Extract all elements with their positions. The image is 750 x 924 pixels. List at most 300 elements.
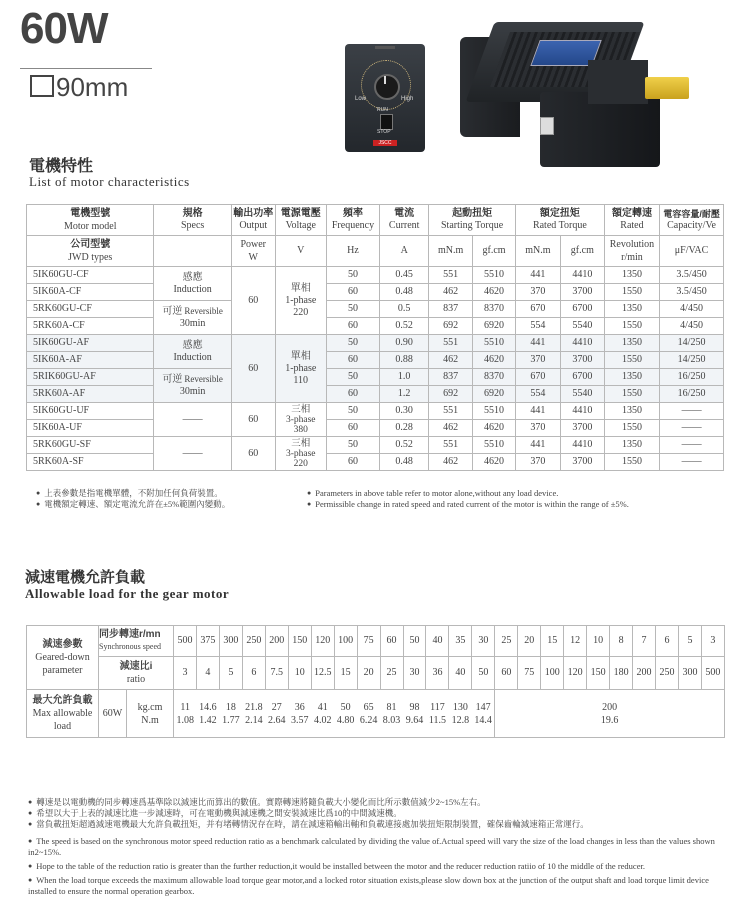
sync-speed-cell: 40	[426, 626, 449, 657]
sync-speed-cell: 300	[219, 626, 242, 657]
spec-row	[27, 403, 724, 420]
notes1-zh	[36, 488, 306, 510]
ratio-cell: 200	[633, 657, 656, 690]
spec-value: 370	[515, 284, 560, 301]
section2-title-zh: 減速電機允許負載	[25, 569, 146, 586]
square-icon	[30, 75, 54, 97]
col-start-zh: 起動扭矩	[452, 208, 493, 219]
spec-zh-inline: 可逆	[162, 306, 183, 317]
load-w: 60W	[99, 690, 127, 738]
col-output-unit: W	[248, 252, 258, 263]
note2-en-1: ● Hope to the table of the reduction ratio is greater than the further reduction,it would be installed between the motor and the reducer reduction ratiio of 10 the middle of the reducer.	[28, 861, 728, 872]
spec-value: 1550	[604, 386, 659, 403]
spec-cell	[154, 267, 231, 301]
load-unit-kg: kg.cm	[137, 701, 163, 713]
max-load-nm: 2.64	[268, 714, 286, 726]
max-load-kg: 11	[180, 701, 191, 713]
spec-value: 50	[326, 403, 379, 420]
ratio-cell: 36	[426, 657, 449, 690]
spec-value: ——	[660, 454, 724, 471]
col-output-zh: 輸出功率	[233, 208, 274, 219]
col-output-en2: Power	[240, 239, 266, 250]
spec-row	[27, 318, 724, 335]
sync-speed-cell: 250	[242, 626, 265, 657]
ratio-cell: 300	[678, 657, 701, 690]
col-capacity-zh: 電容容量/耐壓	[663, 209, 720, 219]
output-cell: 60	[231, 437, 275, 471]
spec-value: 14/250	[660, 352, 724, 369]
max-load-cell	[219, 690, 242, 738]
spec-value: 50	[326, 437, 379, 454]
section2-title-en: Allowable load for the gear motor	[25, 586, 230, 601]
spec-en2: 30min	[179, 318, 206, 329]
spec-value: 6920	[473, 386, 516, 403]
max-load-rest	[495, 690, 725, 738]
max-load-nm: 1.42	[199, 714, 217, 726]
col-rated-torque-en: Rated Torque	[532, 220, 587, 231]
note2-en-2: ● When the load torque exceeds the maximum allowable load torque gear motor,and a locked rotor situation exists,please slow down box at the junction of the output shaft and load torque limit device installed to ensure the normal operation gearbox.	[28, 875, 728, 897]
spec-value: 551	[429, 437, 473, 454]
max-load-nm: 11.5	[428, 714, 447, 726]
spec-row	[27, 352, 724, 369]
col-company-zh: 公司型號	[70, 239, 111, 250]
ratio-cell: 6	[242, 657, 265, 690]
spec-cell	[154, 301, 231, 335]
spec-value: 5510	[473, 403, 516, 420]
spec-value: 5510	[473, 437, 516, 454]
voltage-zh: 三相	[291, 403, 311, 415]
note1-en-1: ● Permissible change in rated speed and rated current of the motor is within the range of ±5%.	[307, 499, 727, 510]
spec-value: 3700	[560, 284, 604, 301]
max-load-kg: 18	[225, 701, 236, 713]
max-load-kg: 21.8	[245, 701, 263, 713]
spec-row	[27, 386, 724, 403]
max-load-kg: 130	[452, 701, 468, 713]
spec-value: 4620	[473, 284, 516, 301]
spec-value: 60	[326, 454, 379, 471]
model-cell: 5IK60A-AF	[27, 352, 154, 369]
voltage-en: 1-phase	[285, 294, 317, 306]
spec-value: 1.2	[380, 386, 429, 403]
max-load-cell	[426, 690, 449, 738]
spec-value: 551	[429, 267, 473, 284]
max-load-nm: 1.77	[222, 714, 240, 726]
load-unit-nm: N.m	[141, 714, 159, 726]
model-cell: 5RK60A-AF	[27, 386, 154, 403]
max-load-nm: 4.02	[313, 714, 332, 726]
spec-value: 370	[515, 420, 560, 437]
col-current-zh: 電流	[394, 208, 415, 219]
model-cell: 5RK60A-CF	[27, 318, 154, 335]
model-cell: 5RIK60GU-AF	[27, 369, 154, 386]
load-ratio-zh: 減速比i	[119, 661, 153, 672]
spec-cell	[154, 335, 231, 369]
spec-value: 3.5/450	[660, 284, 724, 301]
load-max-en: Max allowable load	[32, 708, 93, 732]
max-load-cell	[380, 690, 403, 738]
spec-value: 50	[326, 335, 379, 352]
spec-zh-inline: 可逆	[162, 374, 183, 385]
sync-speed-cell: 6	[656, 626, 679, 657]
spec-value: 14/250	[660, 335, 724, 352]
spec-value: 0.90	[380, 335, 429, 352]
spec-cell: ——	[154, 437, 231, 471]
spec-row	[27, 284, 724, 301]
spec-value: 16/250	[660, 386, 724, 403]
note2-zh-2: ● 當負載扭矩超過減速電機最大允許負載扭矩，并有堵轉情況存在時，請在減速箱輸出軸和負載連接處加裝扭矩限制裝置，確保齒輪減速箱正常運行。	[28, 819, 728, 830]
ratio-cell: 25	[380, 657, 403, 690]
spec-value: 441	[515, 437, 560, 454]
spec-value: 60	[326, 352, 379, 369]
spec-value: 4410	[560, 267, 604, 284]
sync-speed-cell: 30	[472, 626, 495, 657]
spec-value: 670	[515, 369, 560, 386]
spec-row	[27, 301, 724, 318]
max-load-cell	[265, 690, 288, 738]
col-start-en: Starting Torque	[441, 220, 504, 231]
ratio-cell: 30	[403, 657, 426, 690]
spec-value: 0.88	[380, 352, 429, 369]
spec-value: 462	[429, 420, 473, 437]
ratio-cell: 5	[219, 657, 242, 690]
spec-value: 50	[326, 301, 379, 318]
col-voltage-en: Voltage	[285, 220, 316, 231]
col-specs-zh: 規格	[182, 208, 203, 219]
spec-value: 462	[429, 454, 473, 471]
col-start-u2: gf.cm	[473, 236, 516, 267]
max-load-nm: 12.8	[451, 714, 470, 726]
max-load-cell	[311, 690, 334, 738]
spec-value: 1350	[604, 301, 659, 318]
col-capacity-en: Capacity/Ve	[667, 220, 716, 231]
spec-cell	[154, 369, 231, 403]
spec-value: 0.30	[380, 403, 429, 420]
model-cell: 5IK60GU-CF	[27, 267, 154, 284]
spec-value: 4410	[560, 335, 604, 352]
power-title: 60W	[20, 4, 108, 53]
spec-value: 60	[326, 284, 379, 301]
frame-size	[30, 72, 128, 103]
spec-value: 4620	[473, 420, 516, 437]
col-rated-torque-zh: 額定扭矩	[539, 208, 580, 219]
motor-characteristics-table	[26, 204, 724, 471]
max-load-cell	[288, 690, 311, 738]
gear-motor-image	[440, 22, 690, 167]
col-voltage-zh: 電源電壓	[280, 208, 321, 219]
spec-value: 462	[429, 352, 473, 369]
max-load-cell	[174, 690, 197, 738]
ratio-cell: 150	[587, 657, 610, 690]
max-load-cell	[403, 690, 426, 738]
voltage-cell	[275, 267, 326, 335]
spec-value: 3700	[560, 420, 604, 437]
speed-controller-image	[345, 44, 425, 154]
sync-speed-cell: 8	[610, 626, 633, 657]
max-load-rest-nm: 19.6	[600, 714, 619, 726]
spec-en-inline: Reversible	[184, 374, 223, 384]
spec-value: 692	[429, 386, 473, 403]
note1-zh-0: ● 上表參數是指電機單體，不附加任何負荷裝置。	[36, 488, 306, 499]
col-rated-u2: gf.cm	[560, 236, 604, 267]
max-load-cell	[472, 690, 495, 738]
col-freq-zh: 頻率	[342, 208, 363, 219]
sync-speed-cell: 15	[541, 626, 564, 657]
controller-high-label: High	[401, 96, 414, 102]
col-freq-unit: Hz	[326, 236, 379, 267]
col-current-en: Current	[388, 220, 420, 231]
sync-speed-cell: 35	[449, 626, 472, 657]
spec-value: ——	[660, 403, 724, 420]
note1-en-0: ● Parameters in above table refer to motor alone,without any load device.	[307, 488, 727, 499]
max-load-nm: 8.03	[382, 714, 401, 726]
spec-value: 1550	[604, 352, 659, 369]
spec-row	[27, 335, 724, 352]
spec-value: 0.45	[380, 267, 429, 284]
ratio-cell: 7.5	[265, 657, 288, 690]
spec-value: 370	[515, 454, 560, 471]
ratio-cell: 40	[449, 657, 472, 690]
max-load-kg: 81	[386, 701, 397, 713]
spec-en2: 30min	[179, 386, 206, 397]
load-param-zh: 減速參數	[42, 639, 83, 650]
spec-value: 441	[515, 403, 560, 420]
max-load-cell	[334, 690, 357, 738]
controller-stop-label: STOP	[377, 129, 391, 135]
spec-value: 462	[429, 284, 473, 301]
col-company-en: JWD types	[68, 252, 113, 263]
spec-value: 837	[429, 301, 473, 318]
spec-value: 6700	[560, 369, 604, 386]
spec-value: 0.48	[380, 454, 429, 471]
spec-value: 60	[326, 386, 379, 403]
sync-speed-cell: 20	[518, 626, 541, 657]
spec-value: 670	[515, 301, 560, 318]
section1-title-zh: 電機特性	[29, 158, 94, 175]
sync-speed-cell: 25	[495, 626, 518, 657]
ratio-cell: 100	[541, 657, 564, 690]
sync-speed-cell: 100	[334, 626, 357, 657]
spec-value: 60	[326, 318, 379, 335]
voltage-en: 3-phase	[285, 414, 316, 425]
spec-value: 1550	[604, 318, 659, 335]
spec-value: 0.28	[380, 420, 429, 437]
title-rule	[20, 68, 152, 69]
model-cell: 5RK60A-SF	[27, 454, 154, 471]
sync-speed-cell: 12	[564, 626, 587, 657]
spec-value: 1350	[604, 369, 659, 386]
note2-zh-1: ● 希望以大于上表的減速比進一步減速時，可在電動機與減速機之間安裝減速比爲10的中間減速機。	[28, 808, 728, 819]
max-load-kg: 36	[294, 701, 305, 713]
max-load-nm: 9.64	[405, 714, 424, 726]
col-output-en: Output	[239, 220, 268, 231]
spec-value: 0.52	[380, 318, 429, 335]
col-freq-en: Frequency	[331, 220, 375, 231]
ratio-cell: 60	[495, 657, 518, 690]
spec-value: 3700	[560, 352, 604, 369]
max-load-nm: 3.57	[290, 714, 309, 726]
spec-value: 1350	[604, 403, 659, 420]
max-load-kg: 27	[271, 701, 282, 713]
section1-title-en: List of motor characteristics	[29, 174, 190, 189]
spec-value: 6700	[560, 301, 604, 318]
spec-value: 5540	[560, 318, 604, 335]
col-current-unit: A	[380, 236, 429, 267]
spec-row	[27, 420, 724, 437]
voltage-en: 3-phase	[285, 448, 316, 459]
spec-value: ——	[660, 437, 724, 454]
spec-row	[27, 454, 724, 471]
controller-brand-label: JSCC	[373, 140, 397, 146]
voltage-en: 1-phase	[285, 362, 317, 374]
spec-value: 441	[515, 267, 560, 284]
spec-cell: ——	[154, 403, 231, 437]
model-cell: 5IK60A-CF	[27, 284, 154, 301]
spec-en: Induction	[173, 351, 212, 363]
spec-value: 441	[515, 335, 560, 352]
voltage-zh: 三相	[291, 437, 311, 449]
spec-value: 1350	[604, 437, 659, 454]
voltage-zh: 單相	[290, 282, 311, 294]
max-load-nm: 4.80	[336, 714, 355, 726]
sync-speed-cell: 375	[196, 626, 219, 657]
spec-value: 1.0	[380, 369, 429, 386]
ratio-cell: 10	[288, 657, 311, 690]
spec-value: 837	[429, 369, 473, 386]
spec-value: 5510	[473, 267, 516, 284]
load-max-zh: 最大允許負載	[32, 695, 93, 706]
spec-value: 3.5/450	[660, 267, 724, 284]
spec-value: 4410	[560, 403, 604, 420]
col-specs-en: Specs	[180, 220, 205, 231]
col-rated-speed-zh: 額定轉速	[611, 208, 652, 219]
load-ratio-en: ratio	[126, 674, 146, 685]
sync-speed-cell: 10	[587, 626, 610, 657]
sync-speed-cell: 5	[678, 626, 701, 657]
spec-zh: 感應	[182, 271, 203, 283]
max-load-kg: 98	[409, 701, 420, 713]
ratio-cell: 4	[196, 657, 219, 690]
model-cell: 5IK60A-UF	[27, 420, 154, 437]
model-cell: 5IK60GU-UF	[27, 403, 154, 420]
spec-en-inline: Reversible	[184, 306, 223, 316]
voltage-v: 220	[293, 306, 309, 318]
voltage-cell	[275, 335, 326, 403]
spec-value: 0.5	[380, 301, 429, 318]
max-load-kg: 41	[317, 701, 328, 713]
sync-speed-cell: 500	[174, 626, 197, 657]
ratio-cell: 500	[701, 657, 724, 690]
model-cell: 5RK60GU-SF	[27, 437, 154, 454]
col-rated-speed-en2: Revolution	[609, 239, 655, 250]
sync-speed-cell: 120	[311, 626, 334, 657]
spec-value: 554	[515, 386, 560, 403]
spec-row	[27, 369, 724, 386]
sync-speed-cell: 200	[265, 626, 288, 657]
col-model-zh: 電機型號	[70, 208, 111, 219]
ratio-cell: 3	[174, 657, 197, 690]
notes2	[28, 797, 728, 897]
col-model-en: Motor model	[63, 221, 117, 232]
ratio-cell: 75	[518, 657, 541, 690]
model-cell: 5RK60GU-CF	[27, 301, 154, 318]
spec-value: 692	[429, 318, 473, 335]
ratio-cell: 250	[656, 657, 679, 690]
sync-speed-cell: 3	[701, 626, 724, 657]
spec-value: 1550	[604, 420, 659, 437]
spec-value: 370	[515, 352, 560, 369]
allowable-load-table	[26, 625, 725, 738]
spec-value: 1550	[604, 454, 659, 471]
controller-run-label: RUN	[377, 107, 388, 113]
spec-row	[27, 437, 724, 454]
voltage-v: 110	[293, 374, 309, 386]
ratio-cell: 15	[334, 657, 357, 690]
note1-zh-1: ● 電機額定轉速、額定電流允許在±5%範圍內變動。	[36, 499, 306, 510]
max-load-kg: 65	[363, 701, 374, 713]
spec-value: 5510	[473, 335, 516, 352]
ratio-cell: 50	[472, 657, 495, 690]
max-load-kg: 117	[430, 701, 445, 713]
max-load-cell	[449, 690, 472, 738]
voltage-v: 220	[293, 458, 308, 469]
spec-value: 554	[515, 318, 560, 335]
voltage-zh: 單相	[290, 350, 311, 362]
spec-value: 5540	[560, 386, 604, 403]
spec-value: 8370	[473, 301, 516, 318]
col-rated-speed-unit: r/min	[621, 252, 643, 263]
spec-value: 0.48	[380, 284, 429, 301]
sync-speed-cell: 50	[403, 626, 426, 657]
sync-speed-cell: 75	[357, 626, 380, 657]
col-capacity-unit: μF/VAC	[660, 236, 724, 267]
max-load-rest-kg: 200	[602, 701, 618, 713]
max-load-cell	[242, 690, 265, 738]
spec-en: Induction	[173, 283, 212, 295]
spec-value: 8370	[473, 369, 516, 386]
ratio-cell: 120	[564, 657, 587, 690]
max-load-cell	[357, 690, 380, 738]
note2-en-0: ● The speed is based on the synchronous motor speed reduction ratio as a benchmark calculated by dividing the value of.Actual speed will vary the size of the load changes in less than the values shown in2~15%.	[28, 836, 728, 858]
col-rated-speed-en: Rated	[620, 220, 644, 231]
max-load-kg: 147	[475, 701, 491, 713]
max-load-nm: 6.24	[359, 714, 378, 726]
load-sync-zh: 同步轉速r/mn	[99, 629, 161, 640]
sync-speed-cell: 7	[633, 626, 656, 657]
col-voltage-unit: V	[275, 236, 326, 267]
col-start-u1: mN.m	[429, 236, 473, 267]
voltage-v: 380	[293, 424, 308, 435]
ratio-cell: 12.5	[311, 657, 334, 690]
note2-zh-0: ● 轉速是以電動機的同步轉速爲基準除以減速比而算出的數值。實際轉速將隨負載大小變化而比所示數值減少2~15%左右。	[28, 797, 728, 808]
spec-value: 4/450	[660, 318, 724, 335]
spec-value: 1350	[604, 267, 659, 284]
spec-value: 1550	[604, 284, 659, 301]
spec-value: ——	[660, 420, 724, 437]
max-load-kg: 50	[340, 701, 351, 713]
frame-size-label: 90mm	[56, 72, 129, 102]
spec-zh: 感應	[182, 339, 203, 351]
voltage-cell	[275, 403, 326, 437]
spec-value: 551	[429, 335, 473, 352]
spec-value: 1350	[604, 335, 659, 352]
sync-speed-cell: 60	[380, 626, 403, 657]
spec-value: 551	[429, 403, 473, 420]
load-sync-en: Synchronous speed	[99, 642, 161, 651]
load-param-en: Geared-down parameter	[35, 652, 90, 676]
voltage-cell	[275, 437, 326, 471]
spec-value: 50	[326, 267, 379, 284]
col-rated-u1: mN.m	[515, 236, 560, 267]
